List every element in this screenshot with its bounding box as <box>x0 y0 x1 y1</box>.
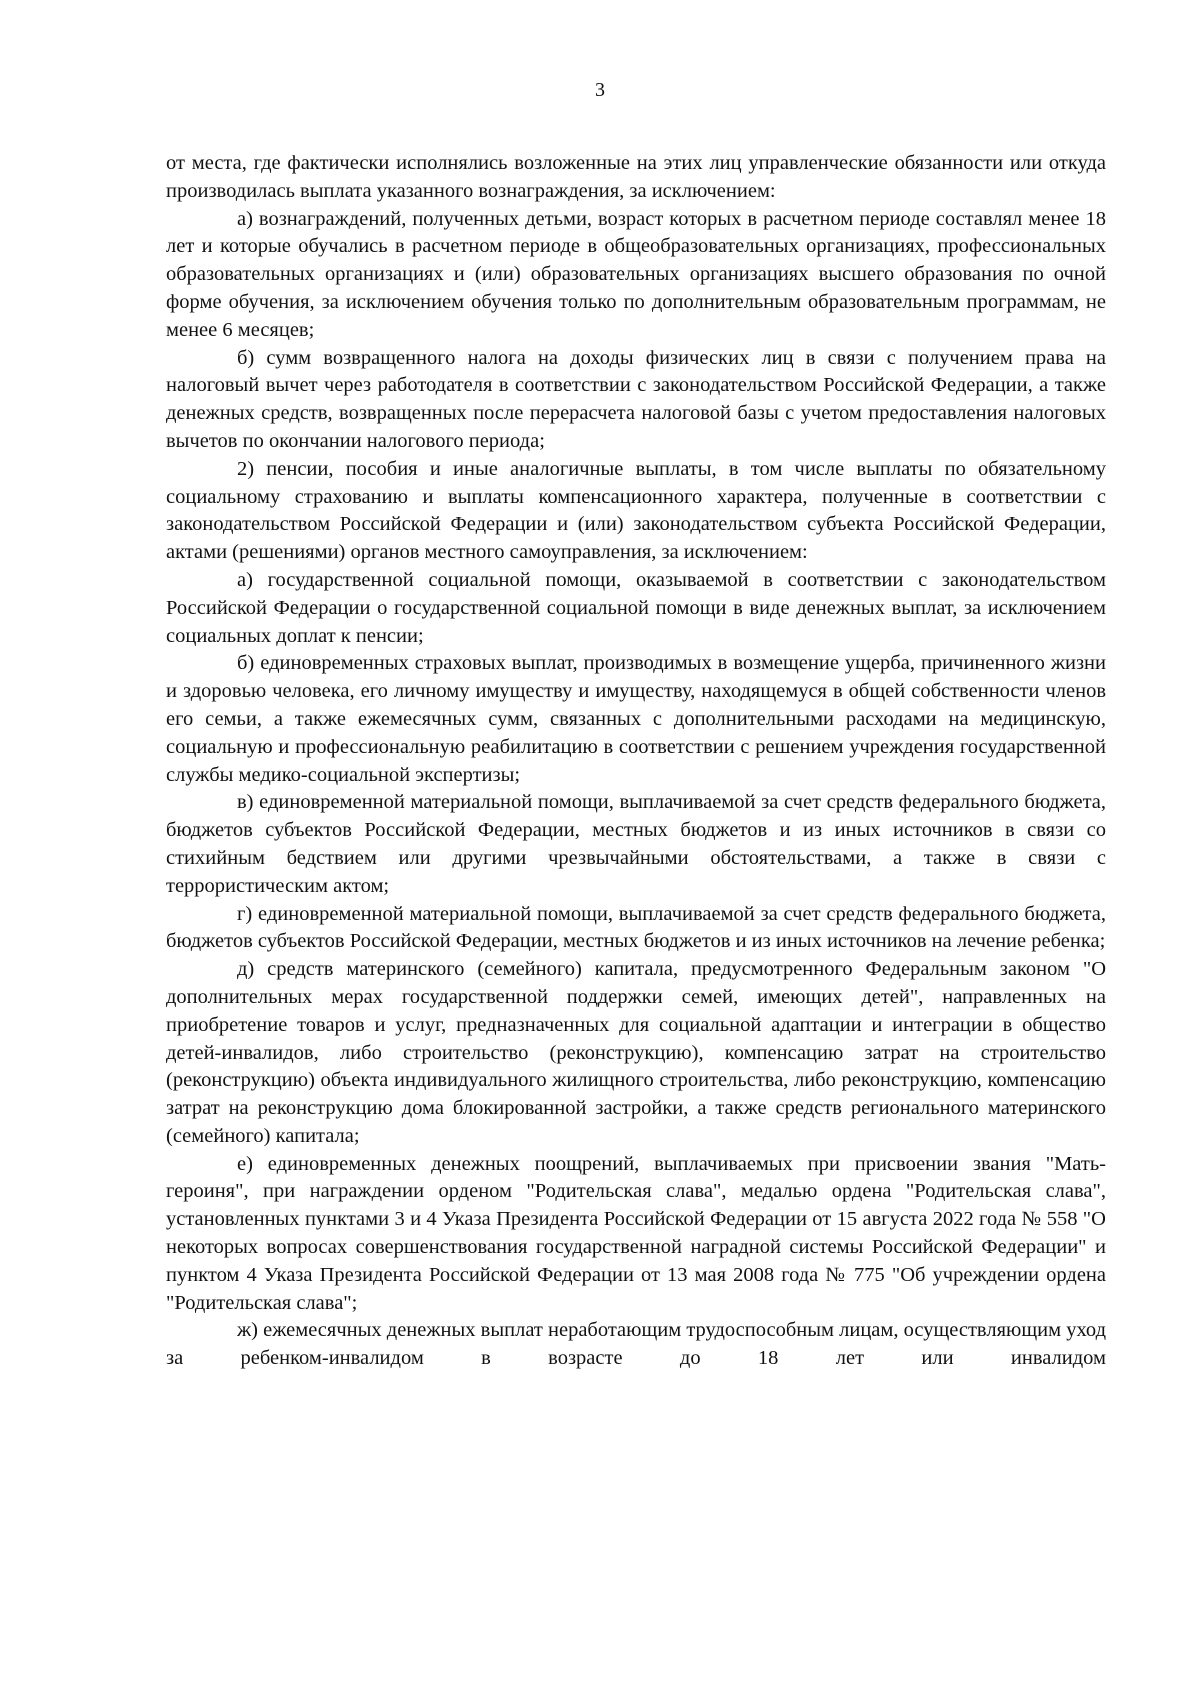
paragraph: б) единовременных страховых выплат, производимых в возмещение ущерба, причиненного жизни и здоровью человека, его личному имуществу и имуществу, находящемуся в общей собственности членов его семьи, а также ежемесячных сумм, связанных с дополнительными расходами на медицинскую, социальную и профессиональную реабилитацию в соответствии с решением учреждения государственной службы медико-социальной экспертизы; <box>166 652 1106 786</box>
paragraph: а) вознаграждений, полученных детьми, возраст которых в расчетном периоде составлял менее 18 лет и которые обучались в расчетном периоде в общеобразовательных организациях, профессиональных образовательных организациях и (или) образовательных организациях высшего образования по очной форме обучения, за исключением обучения только по дополнительным образовательным программам, не менее 6 месяцев; <box>166 207 1106 341</box>
paragraph: в) единовременной материальной помощи, выплачиваемой за счет средств федерального бюджета, бюджетов субъектов Российской Федерации, местных бюджетов и из иных источников в связи со стихийным бедствием или другими чрезвычайными обстоятельствами, а также в связи с террористическим актом; <box>166 791 1106 897</box>
paragraph: 2) пенсии, пособия и иные аналогичные выплаты, в том числе выплаты по обязательному социальному страхованию и выплаты компенсационного характера, полученные в соответствии с законодательством Российской Федерации и (или) законодательством субъекта Российской Федерации, актами (решениями) органов местного самоуправления, за исключением: <box>166 457 1106 564</box>
paragraph: д) средств материнского (семейного) капитала, предусмотренного Федеральным законом "О дополнительных мерах государственной поддержки семей, имеющих детей", направленных на приобретение товаров и услуг, предназначенных для социальной адаптации и интеграции в общество детей-инвалидов, либо строительство (реконструкцию), компенсацию затрат на строительство (реконструкцию) объекта индивидуального жилищного строительства, либо реконструкцию, компенсацию затрат на реконструкцию дома блокированной застройки, а также средств регионального материнского (семейного) капитала; <box>166 958 1106 1147</box>
document-body <box>166 150 1106 1373</box>
paragraph: г) единовременной материальной помощи, выплачиваемой за счет средств федерального бюджета, бюджетов субъектов Российской Федерации, местных бюджетов и из иных источников на лечение ребенка; <box>166 902 1106 953</box>
paragraph: е) единовременных денежных поощрений, выплачиваемых при присвоении звания "Мать-героиня", при награждении орденом "Родительская слава", медалью ордена "Родительская слава", установленных пунктами 3 и 4 Указа Президента Российской Федерации от 15 августа 2022 года № 558 "О некоторых вопросах совершенствования государственной наградной системы Российской Федерации" и пунктом 4 Указа Президента Российской Федерации от 13 мая 2008 года № 775 "Об учреждении ордена "Родительская слава"; <box>166 1152 1106 1314</box>
paragraph: а) государственной социальной помощи, оказываемой в соответствии с законодательством Российской Федерации о государственной социальной помощи в виде денежных выплат, за исключением социальных доплат к пенсии; <box>166 568 1106 647</box>
page-number: 3 <box>595 79 605 101</box>
paragraph: ж) ежемесячных денежных выплат неработающим трудоспособным лицам, осуществляющим уход за ребенком-инвалидом в возрасте до 18 лет или инвалидом <box>166 1319 1106 1370</box>
paragraph: б) сумм возвращенного налога на доходы физических лиц в связи с получением права на налоговый вычет через работодателя в соответствии с законодательством Российской Федерации, а также денежных средств, возвращенных после перерасчета налоговой базы с учетом предоставления налоговых вычетов по окончании налогового периода; <box>166 346 1106 452</box>
paragraph: от места, где фактически исполнялись возложенные на этих лиц управленческие обязанности или откуда производилась выплата указанного вознаграждения, за исключением: <box>166 152 1106 202</box>
